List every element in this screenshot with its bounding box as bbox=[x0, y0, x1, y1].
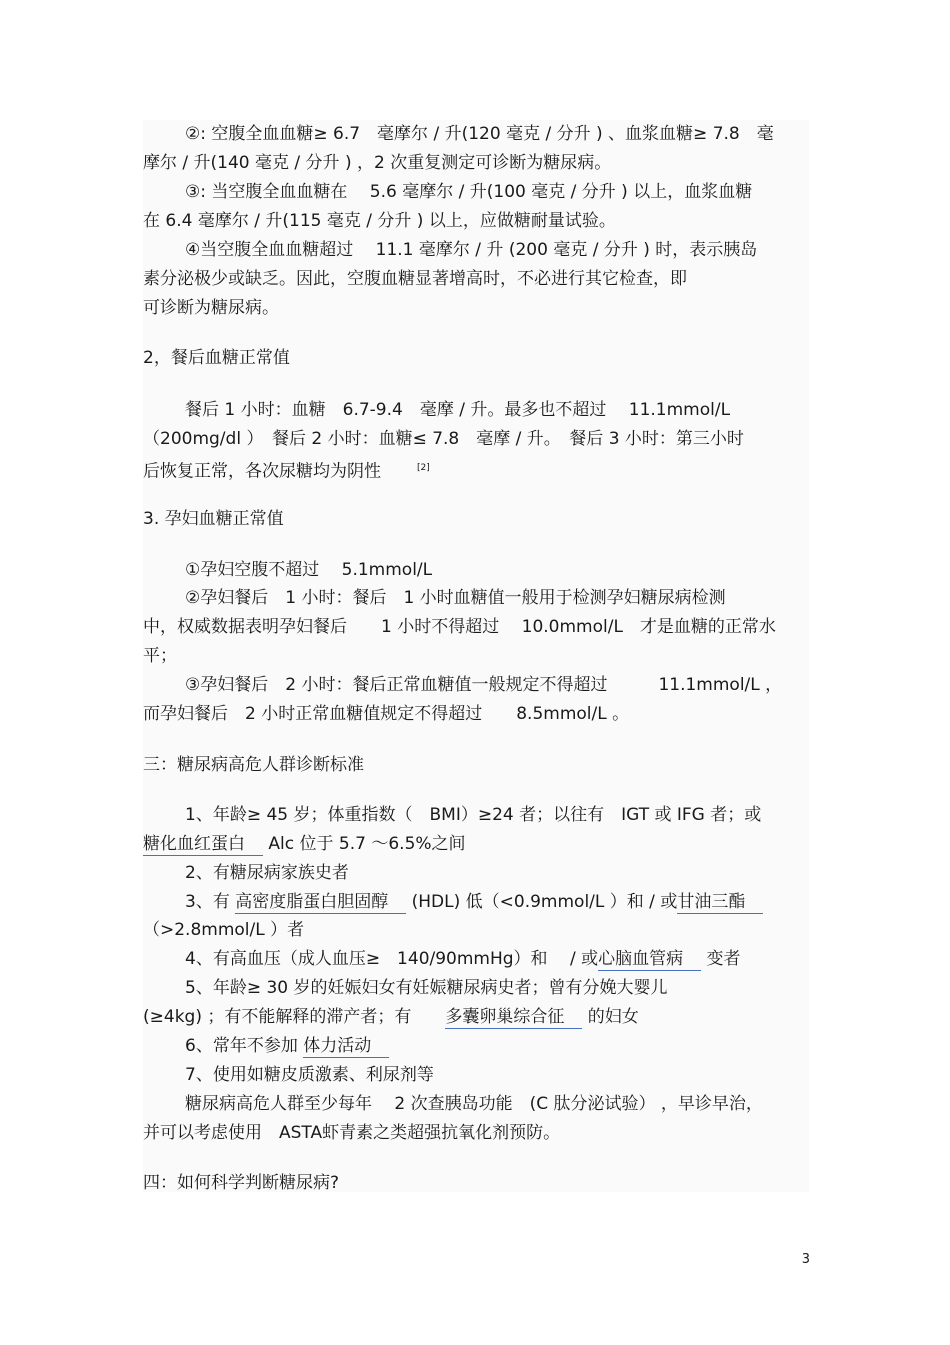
text-line bbox=[185, 892, 813, 912]
text-run: 6、常年不参加 bbox=[185, 1036, 304, 1056]
text-line bbox=[143, 458, 813, 482]
text-run: 4、有高血压（成人血压≥ 140/90mmHg）和 / 或 bbox=[185, 949, 599, 969]
section-heading: 2，餐后血糖正常值 bbox=[143, 348, 290, 368]
link-pcos[interactable]: 多囊卵巢综合征 bbox=[445, 1007, 582, 1029]
text-line: 平； bbox=[143, 646, 177, 666]
text-line: 摩尔 / 升(140 毫克 / 分升 ) ，2 次重复测定可诊断为糖尿病。 bbox=[143, 153, 612, 173]
section-heading: 四：如何科学判断糖尿病? bbox=[143, 1173, 340, 1193]
text-line: 中，权威数据表明孕妇餐后 1 小时不得超过 10.0mmol/L 才是血糖的正常水 bbox=[143, 617, 776, 637]
text-line: 可诊断为糖尿病。 bbox=[143, 298, 279, 318]
text-run: Alc 位于 5.7 ～6.5%之间 bbox=[263, 834, 466, 854]
text-line: ④当空腹全血血糖超过 11.1 毫摩尔 / 升 (200 毫克 / 分升 ) 时，表示胰岛 bbox=[185, 240, 758, 260]
text-run: 后恢复正常，各次尿糖均为阴性 bbox=[143, 461, 381, 482]
link-hdl-cholesterol[interactable]: 高密度脂蛋白胆固醇 bbox=[235, 892, 406, 914]
citation-ref[interactable]: [2] bbox=[417, 463, 430, 473]
text-line: （>2.8mmol/L ）者 bbox=[143, 920, 305, 940]
text-line: 1、年龄≥ 45 岁；体重指数（ BMI）≥24 者；以往有 IGT 或 IFG 者；或 bbox=[185, 805, 762, 825]
text-run: 3、有 bbox=[185, 892, 236, 912]
link-physical-activity[interactable]: 体力活动 bbox=[303, 1036, 389, 1058]
text-line: ③孕妇餐后 2 小时：餐后正常血糖值一般规定不得超过 11.1mmol/L ， bbox=[185, 675, 783, 695]
text-line: 而孕妇餐后 2 小时正常血糖值规定不得超过 8.5mmol/L 。 bbox=[143, 704, 630, 724]
text-line: 餐后 1 小时：血糖 6.7-9.4 毫摩 / 升。最多也不超过 11.1mmol/L bbox=[185, 400, 731, 420]
text-line: 并可以考虑使用 ASTA虾青素之类超强抗氧化剂预防。 bbox=[143, 1123, 561, 1143]
link-triglyceride[interactable]: 甘油三酯 bbox=[677, 892, 763, 914]
text-line: ①孕妇空腹不超过 5.1mmol/L bbox=[185, 560, 433, 580]
text-line: ②孕妇餐后 1 小时：餐后 1 小时血糖值一般用于检测孕妇糖尿病检测 bbox=[185, 588, 726, 608]
text-run: (≥4kg) ；有不能解释的滞产者；有 bbox=[143, 1007, 446, 1027]
text-run: 变者 bbox=[701, 949, 741, 969]
text-line: 2、有糖尿病家族史者 bbox=[185, 863, 349, 883]
link-glycated-hemoglobin[interactable]: 糖化血红蛋白 bbox=[143, 834, 263, 856]
page-number: 3 bbox=[801, 1252, 810, 1267]
text-line bbox=[185, 1036, 813, 1056]
text-line: 在 6.4 毫摩尔 / 升(115 毫克 / 分升 ) 以上，应做糖耐量试验。 bbox=[143, 211, 616, 231]
text-line: 糖尿病高危人群至少每年 2 次查胰岛功能 (C 肽分泌试验） ，早诊早治， bbox=[185, 1094, 763, 1114]
text-line: ③: 当空腹全血血糖在 5.6 毫摩尔 / 升(100 毫克 / 分升 ) 以上，血浆血糖 bbox=[185, 182, 753, 202]
section-heading: 3. 孕妇血糖正常值 bbox=[143, 509, 284, 529]
section-heading: 三：糖尿病高危人群诊断标准 bbox=[143, 755, 364, 775]
text-line bbox=[143, 834, 813, 854]
text-line: 5、年龄≥ 30 岁的妊娠妇女有妊娠糖尿病史者；曾有分娩大婴儿 bbox=[185, 978, 668, 998]
text-line bbox=[143, 1007, 813, 1027]
text-line: 素分泌极少或缺乏。因此，空腹血糖显著增高时，不必进行其它检查，即 bbox=[143, 269, 687, 289]
text-line: ②: 空腹全血血糖≥ 6.7 毫摩尔 / 升(120 毫克 / 分升 ) 、血浆血糖≥ 7.8 毫 bbox=[185, 124, 774, 144]
text-run: (HDL) 低（<0.9mmol/L ）和 / 或 bbox=[406, 892, 678, 912]
text-line: （200mg/dl ） 餐后 2 小时：血糖≤ 7.8 毫摩 / 升。 餐后 3 小时：第三小时 bbox=[143, 429, 744, 449]
link-cardiovascular-disease[interactable]: 心脑血管病 bbox=[598, 949, 701, 971]
text-line bbox=[185, 949, 813, 969]
text-run: 的妇女 bbox=[582, 1007, 639, 1027]
text-line: 7、使用如糖皮质激素、利尿剂等 bbox=[185, 1065, 434, 1085]
